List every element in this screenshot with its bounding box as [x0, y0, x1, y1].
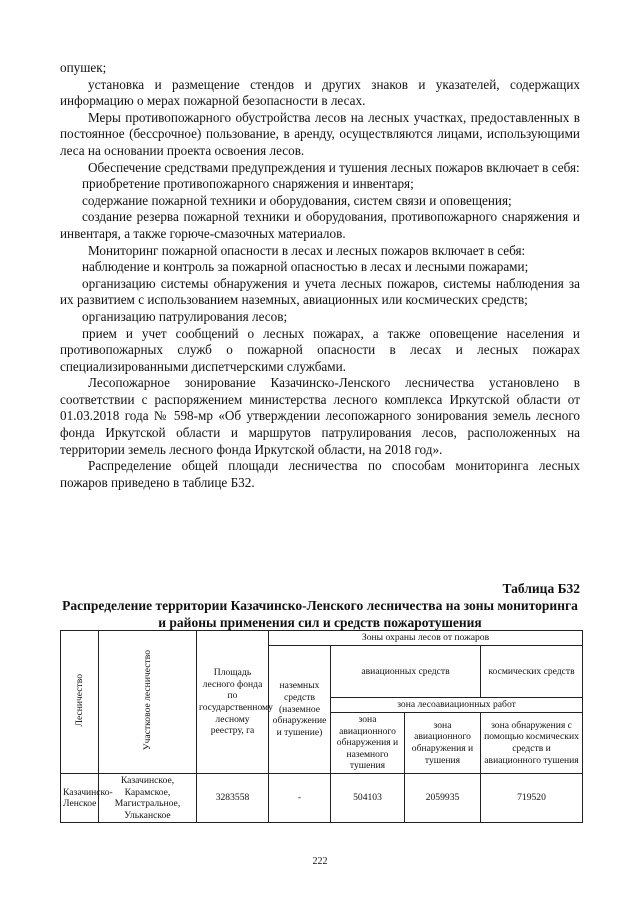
list-item: организацию патрулирования лесов; — [82, 308, 288, 324]
paragraph: Мониторинг пожарной опасности в лесах и лесных пожаров включает в себя: — [88, 242, 526, 258]
table-row — [61, 774, 583, 823]
paragraph: установка и размещение стендов и других знаков и указателей, содержащих информацию о мерах пожарной безопасности в лесах. — [60, 76, 580, 109]
zones-table — [60, 630, 583, 823]
header-aviation: авиационных средств — [331, 645, 481, 698]
header-forestry: Лесничество — [61, 631, 99, 774]
paragraph: Распределение общей площади лесничества по способам мониторинга лесных пожаров приведено в таблице Б32. — [60, 458, 580, 490]
header-area: Площадь лесного фонда по государственному лесному реестру, га — [197, 631, 269, 774]
cell-forestry: Казачинско-Ленское — [61, 774, 99, 823]
header-aviation-works: зона лесоавиационных работ — [331, 698, 583, 713]
header-protection-zones: Зоны охраны лесов от пожаров — [269, 631, 583, 646]
list-item: приобретение противопожарного снаряжения и инвентаря; — [82, 176, 414, 192]
header-aviation-detection: зона авиационного обнаружения и тушения — [405, 713, 481, 774]
header-space: космических средств — [481, 645, 583, 698]
header-ground: наземных средств (наземное обнаружение и тушение) — [269, 645, 331, 773]
cell-aviation-ground: 504103 — [331, 774, 405, 823]
paragraph: Обеспечение средствами предупреждения и тушения лесных пожаров включает в себя: — [88, 159, 580, 175]
list-item: наблюдение и контроль за пожарной опасностью в лесах и лесными пожарами; — [82, 259, 529, 275]
list-item: организацию системы обнаружения и учета лесных пожаров, системы наблюдения за их развитием с использованием наземных, авиационных или космических средств; — [60, 275, 580, 308]
list-item: содержание пожарной техники и оборудования, систем связи и оповещения; — [82, 192, 512, 208]
list-item: прием и учет сообщений о лесных пожарах, а также оповещение населения и противопожарных служб о пожарной опасности в лесах и лесных пожарах специализированными диспетчерскими службами. — [60, 325, 580, 374]
paragraph: Меры противопожарного обустройства лесов на лесных участках, предоставленных в постоянное (бессрочное) пользование, в аренду, осуществляются лицами, использующими леса на основании проекта освоения лесов. — [60, 109, 580, 158]
page-number: 222 — [312, 856, 328, 867]
cell-aviation-detection: 2059935 — [405, 774, 481, 823]
cell-space-aviation: 719520 — [481, 774, 583, 823]
cell-area: 3283558 — [197, 774, 269, 823]
header-space-aviation: зона обнаружения с помощью космических средств и авиационного тушения — [481, 713, 583, 774]
paragraph: опушек; — [60, 60, 107, 75]
table-title: Распределение территории Казачинско-Ленского лесничества на зоны мониторинга и районы применения сил и средств пожаротушения — [62, 598, 578, 630]
table-number: Таблица Б32 — [502, 581, 580, 596]
header-district: Участковое лесничество — [99, 631, 197, 774]
cell-district: Казачинское, Карамское, Магистральное, Ульканское — [99, 774, 197, 823]
body-text — [60, 60, 580, 491]
header-aviation-ground: зона авиационного обнаружения и наземного тушения — [331, 713, 405, 774]
list-item: создание резерва пожарной техники и оборудования, противопожарного снаряжения и инвентаря, а также горюче-смазочных материалов. — [60, 209, 580, 241]
paragraph: Лесопожарное зонирование Казачинско-Ленского лесничества установлено в соответствии с распоряжением министерства лесного комплекса Иркутской области от 01.03.2018 года № 598-мр «Об утверждении лесопожарного зонирования земель лесного фонда Иркутской области и маршрутов патрулирования лесов, расположенных на территории земель лесного фонда Иркутской области, на 2018 год». — [60, 375, 580, 457]
table-caption — [60, 580, 580, 631]
cell-ground: - — [269, 774, 331, 823]
